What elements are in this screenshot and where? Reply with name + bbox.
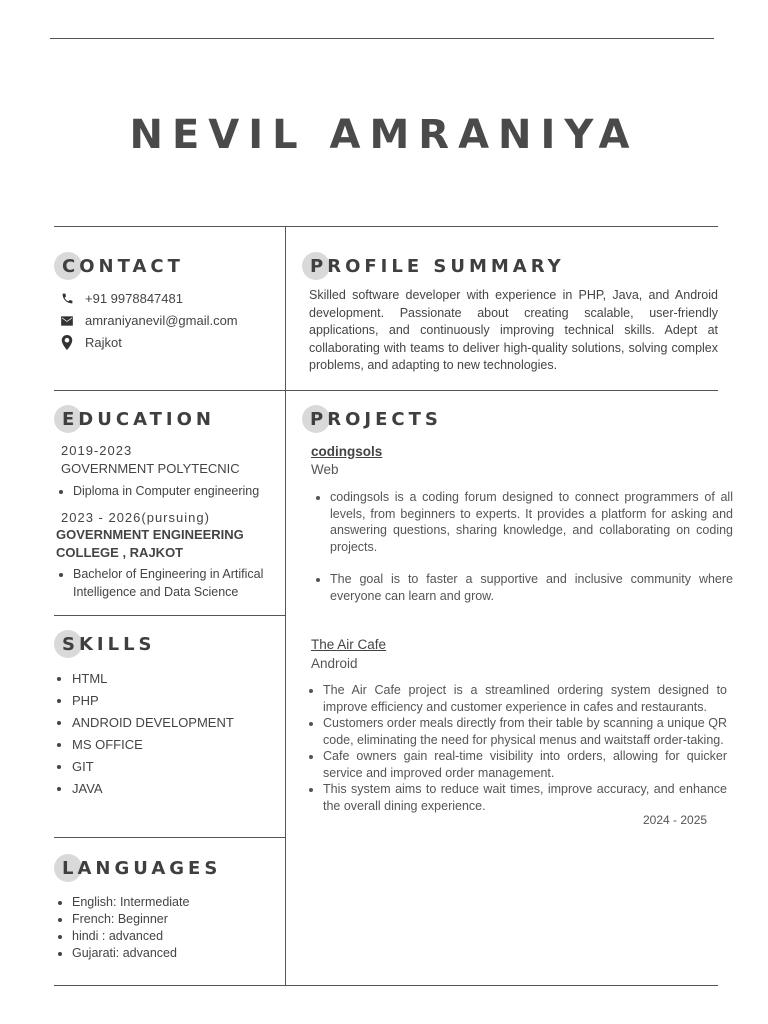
email-text: amraniyanevil@gmail.com xyxy=(85,313,238,328)
education-degree: • Diploma in Computer engineering xyxy=(73,482,293,500)
profile-summary-text: Skilled software developer with experience in PHP, Java, and Android development. Passionate about creating scalable, user-friendly applications, and continuously improving technical skills. Adept at collaborating with teams to deliver high-quality solutions, solving complex problems, and adapting to new technologies. xyxy=(309,288,718,372)
project-title-link[interactable]: codingsols xyxy=(311,444,383,459)
language-item: • hindi : advanced xyxy=(72,928,189,945)
location-pin-icon xyxy=(60,336,74,350)
project-bullet: • Cafe owners gain real-time visibility into orders, allowing for quicker service and improved order management. xyxy=(323,748,727,781)
education-divider xyxy=(54,615,285,616)
projects-heading: PROJECTS xyxy=(310,409,442,430)
language-item: • English: Intermediate xyxy=(72,894,189,911)
project-bullet: • codingsols is a coding forum designed to connect programmers of all levels, from beginners to experts. It provides a platform for asking and answering questions, sharing knowledge, and collaborating on coding projects. xyxy=(330,489,733,555)
education-years: 2023 - 2026(pursuing) xyxy=(61,510,210,525)
location-text: Rajkot xyxy=(85,335,122,350)
language-item: • French: Beginner xyxy=(72,911,189,928)
project-category: Web xyxy=(311,462,339,477)
languages-list xyxy=(54,894,189,962)
project-bullets xyxy=(312,489,733,604)
skills-heading: SKILLS xyxy=(62,634,156,655)
resume-name: NEVIL AMRANIYA xyxy=(129,112,639,158)
contact-email xyxy=(60,313,238,328)
skill-item: • GIT xyxy=(72,756,234,778)
email-icon xyxy=(60,314,74,328)
header-divider xyxy=(54,226,718,227)
education-institution: GOVERNMENT POLYTECNIC xyxy=(61,461,240,476)
skill-item: • JAVA xyxy=(72,778,234,800)
skill-item: • PHP xyxy=(72,690,234,712)
top-rule xyxy=(50,38,714,39)
contact-heading: CONTACT xyxy=(62,256,184,277)
education-years: 2019-2023 xyxy=(61,443,133,458)
bottom-rule xyxy=(54,985,718,986)
column-divider xyxy=(285,226,286,986)
contact-divider xyxy=(54,390,718,391)
skills-list xyxy=(54,668,234,800)
phone-text: +91 9978847481 xyxy=(85,291,183,306)
contact-phone xyxy=(60,291,183,306)
education-institution: GOVERNMENT ENGINEERING COLLEGE , RAJKOT xyxy=(56,527,244,560)
education-degree-list xyxy=(55,565,295,601)
project-bullet: • The goal is to faster a supportive and inclusive community where everyone can learn and grow. xyxy=(330,571,733,604)
project-bullet: • Customers order meals directly from their table by scanning a unique QR code, eliminating the need for physical menus and waitstaff order-taking. xyxy=(323,715,727,748)
education-degree: • Bachelor of Engineering in Artifical Intelligence and Data Science xyxy=(73,565,295,601)
skill-item: • ANDROID DEVELOPMENT xyxy=(72,712,234,734)
phone-icon xyxy=(60,292,74,306)
project-bullet: • The Air Cafe project is a streamlined ordering system designed to improve efficiency and customer experience in cafes and restaurants. xyxy=(323,682,727,715)
skills-divider xyxy=(54,837,285,838)
project-title-link[interactable]: The Air Cafe xyxy=(311,637,387,652)
project-bullet: • This system aims to reduce wait times, improve accuracy, and enhance the overall dining experience. xyxy=(323,781,727,814)
education-degree-list xyxy=(55,482,293,500)
education-heading: EDUCATION xyxy=(62,409,215,430)
project-bullets xyxy=(305,682,727,814)
languages-heading: LANGUAGES xyxy=(62,858,221,879)
skill-item: • MS OFFICE xyxy=(72,734,234,756)
profile-summary-heading: PROFILE SUMMARY xyxy=(310,256,565,277)
project-dates: 2024 - 2025 xyxy=(643,813,708,827)
skill-item: • HTML xyxy=(72,668,234,690)
contact-location xyxy=(60,335,122,350)
project-category: Android xyxy=(311,656,358,671)
language-item: • Gujarati: advanced xyxy=(72,945,189,962)
